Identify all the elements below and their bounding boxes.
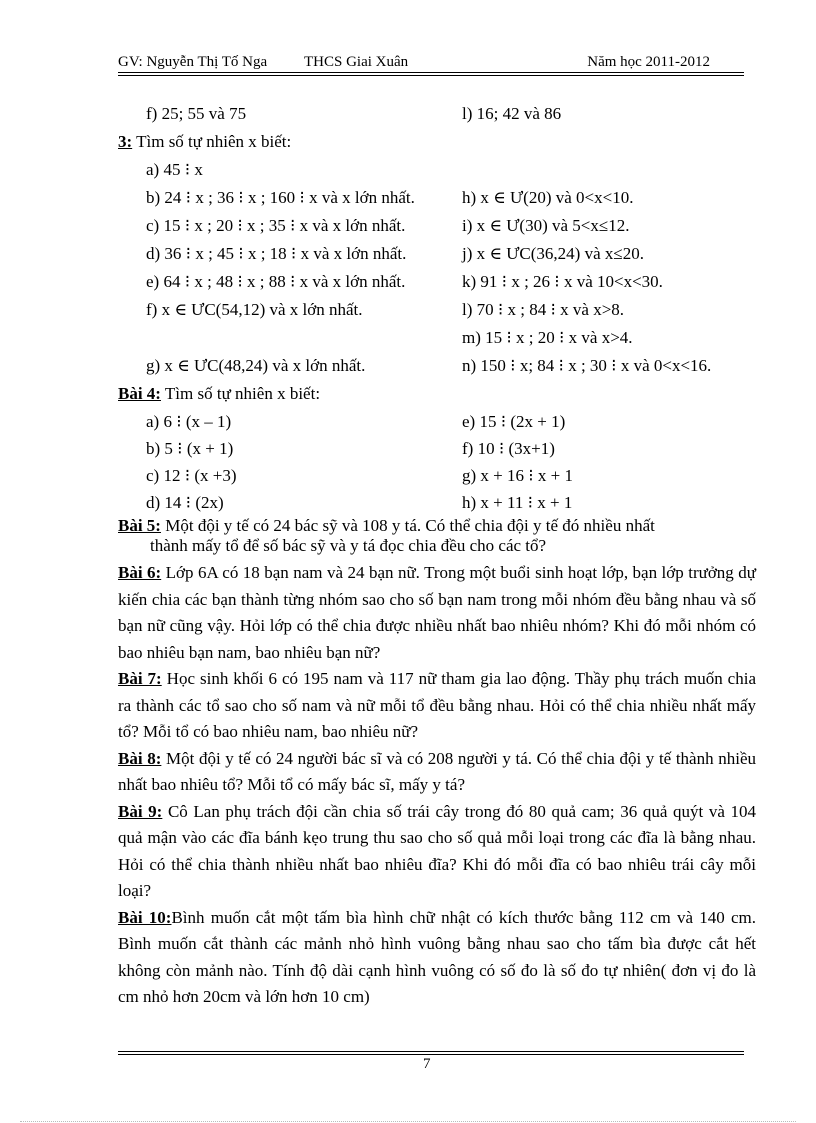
header-year: Năm học 2011-2012 bbox=[587, 54, 710, 70]
item-left: d) 36 ⁝ x ; 45 ⁝ x ; 18 ⁝ x và x lớn nhất. bbox=[146, 244, 407, 263]
item-right: h) x + 11 ⁝ x + 1 bbox=[462, 493, 573, 512]
item-left: b) 5 ⁝ (x + 1) bbox=[146, 439, 234, 458]
bai6-text: Lớp 6A có 18 bạn nam và 24 bạn nữ. Trong một buổi sinh hoạt lớp, bạn lớp trưởng dự kiến chia các bạn thành từng nhóm sao cho số bạn nam trong mỗi nhóm đều bằng nhau và số bạn nữ cũng vậy. Hỏi lớp có thể chia được nhiều nhất bao nhiêu nhóm? Khi đó mỗi nhóm có bao nhiêu bạn nam, bao nhiêu bạn nữ? bbox=[118, 563, 756, 662]
item-right: m) 15 ⁝ x ; 20 ⁝ x và x>4. bbox=[462, 328, 633, 347]
page-number: 7 bbox=[423, 1056, 431, 1072]
bai10-paragraph bbox=[118, 905, 756, 1011]
bai3-row bbox=[118, 184, 756, 212]
page-edge-divider bbox=[20, 1121, 796, 1122]
bai3-text: Tìm số tự nhiên x biết: bbox=[132, 132, 292, 151]
bai8-paragraph bbox=[118, 746, 756, 799]
bai3-row bbox=[118, 324, 756, 352]
footer-rule-bottom bbox=[118, 1054, 744, 1055]
bai5-line1: Một đội y tế có 24 bác sỹ và 108 y tá. Có thể chia đội y tế đó nhiều nhất bbox=[160, 516, 655, 535]
item-left: c) 15 ⁝ x ; 20 ⁝ x ; 35 ⁝ x và x lớn nhất. bbox=[146, 216, 406, 235]
bai9-text: Cô Lan phụ trách đội cần chia số trái cây trong đó 80 quả cam; 36 quả quýt và 104 quả mận vào các đĩa bánh kẹo trung thu sao cho số quả mỗi loại trong các đĩa là bằng nhau. Hỏi có thể chia thành nhiều nhất bao nhiêu đĩa? Khi đó mỗi đĩa có bao nhiêu trái cây mỗi loại? bbox=[118, 801, 756, 900]
item-right: k) 91 ⁝ x ; 26 ⁝ x và 10<x<30. bbox=[462, 272, 663, 291]
bai5-line2: thành mấy tổ để số bác sỹ và y tá đọc chia đều cho các tổ? bbox=[150, 536, 547, 555]
page-header bbox=[118, 50, 744, 72]
item-right: l) 16; 42 và 86 bbox=[462, 104, 562, 123]
item-right: g) x + 16 ⁝ x + 1 bbox=[462, 466, 573, 485]
bai3-title bbox=[118, 128, 756, 156]
bai6-label: Bài 6: bbox=[118, 563, 162, 582]
bai3-row bbox=[118, 212, 756, 240]
bai10-text: Bình muốn cắt một tấm bìa hình chữ nhật có kích thước bằng 112 cm và 140 cm. Bình muốn cắt thành các mảnh nhỏ hình vuông bằng nhau sao cho tấm bìa được cắt hết không còn mảnh nào. Tính độ dài cạnh hình vuông có số đo là số đo tự nhiên( đơn vị đo là cm nhỏ hơn 20cm và lớn hơn 10 cm) bbox=[118, 907, 756, 1006]
header-teacher: GV: Nguyễn Thị Tố Nga bbox=[118, 54, 268, 70]
item-left: g) x ∈ ƯC(48,24) và x lớn nhất. bbox=[146, 356, 366, 375]
bai7-text: Học sinh khối 6 có 195 nam và 117 nữ tham gia lao động. Thầy phụ trách muốn chia ra thành các tổ sao cho số nam và nữ mỗi tổ đều bằng nhau. Hỏi có thể chia nhiều nhất mấy tổ? Mỗi tổ có bao nhiêu nam, bao nhiêu nữ? bbox=[118, 669, 756, 741]
bai4-row bbox=[118, 435, 756, 462]
bai4-text: Tìm số tự nhiên x biết: bbox=[160, 384, 321, 403]
bai4-title bbox=[118, 380, 756, 408]
item-left: f) 25; 55 và 75 bbox=[146, 104, 247, 123]
bai3-row bbox=[118, 156, 756, 184]
item-left: f) x ∈ ƯC(54,12) và x lớn nhất. bbox=[146, 300, 363, 319]
item-left: b) 24 ⁝ x ; 36 ⁝ x ; 160 ⁝ x và x lớn nhất. bbox=[146, 188, 415, 207]
item-right: n) 150 ⁝ x; 84 ⁝ x ; 30 ⁝ x và 0<x<16. bbox=[462, 356, 712, 375]
bai6-paragraph bbox=[118, 560, 756, 666]
bai5-label: Bài 5: bbox=[118, 516, 161, 535]
item-right: f) 10 ⁝ (3x+1) bbox=[462, 439, 555, 458]
item-left: a) 45 ⁝ x bbox=[146, 160, 203, 179]
item-left: a) 6 ⁝ (x – 1) bbox=[146, 412, 232, 431]
item-right: i) x ∈ Ư(30) và 5<x≤12. bbox=[462, 216, 630, 235]
bai7-label: Bài 7: bbox=[118, 669, 162, 688]
bai5-paragraph bbox=[118, 516, 756, 556]
header-rule-top bbox=[118, 72, 744, 73]
bai9-label: Bài 9: bbox=[118, 801, 163, 821]
header-rule-bottom bbox=[118, 75, 744, 76]
bai7-paragraph bbox=[118, 666, 756, 746]
bai3-label: 3: bbox=[118, 132, 133, 151]
item-right: e) 15 ⁝ (2x + 1) bbox=[462, 412, 566, 431]
bai4-label: Bài 4: bbox=[118, 384, 161, 403]
bai10-label: Bài 10: bbox=[118, 907, 172, 927]
bai9-paragraph bbox=[118, 799, 756, 905]
worksheet-body bbox=[118, 100, 756, 1011]
item-right: j) x ∈ ƯC(36,24) và x≤20. bbox=[462, 244, 644, 263]
header-school: THCS Giai Xuân bbox=[304, 54, 409, 70]
bai4-row bbox=[118, 462, 756, 489]
bai3-row bbox=[118, 268, 756, 296]
item-left: d) 14 ⁝ (2x) bbox=[146, 493, 224, 512]
bai4-row bbox=[118, 489, 756, 516]
bai4-row bbox=[118, 408, 756, 435]
bai3-row bbox=[118, 352, 756, 380]
item-left: c) 12 ⁝ (x +3) bbox=[146, 466, 237, 485]
bai2-last-row bbox=[118, 100, 756, 128]
bai8-label: Bài 8: bbox=[118, 748, 162, 768]
bai3-row bbox=[118, 240, 756, 268]
item-right: h) x ∈ Ư(20) và 0<x<10. bbox=[462, 188, 634, 207]
item-left: e) 64 ⁝ x ; 48 ⁝ x ; 88 ⁝ x và x lớn nhất. bbox=[146, 272, 406, 291]
bai8-text: Một đội y tế có 24 người bác sĩ và có 208 người y tá. Có thể chia đội y tế thành nhiều nhất bao nhiêu tổ? Mỗi tổ có mấy bác sĩ, mấy y tá? bbox=[118, 748, 756, 794]
bai3-row bbox=[118, 296, 756, 324]
footer-rule-top bbox=[118, 1051, 744, 1052]
item-right: l) 70 ⁝ x ; 84 ⁝ x và x>8. bbox=[462, 300, 625, 319]
